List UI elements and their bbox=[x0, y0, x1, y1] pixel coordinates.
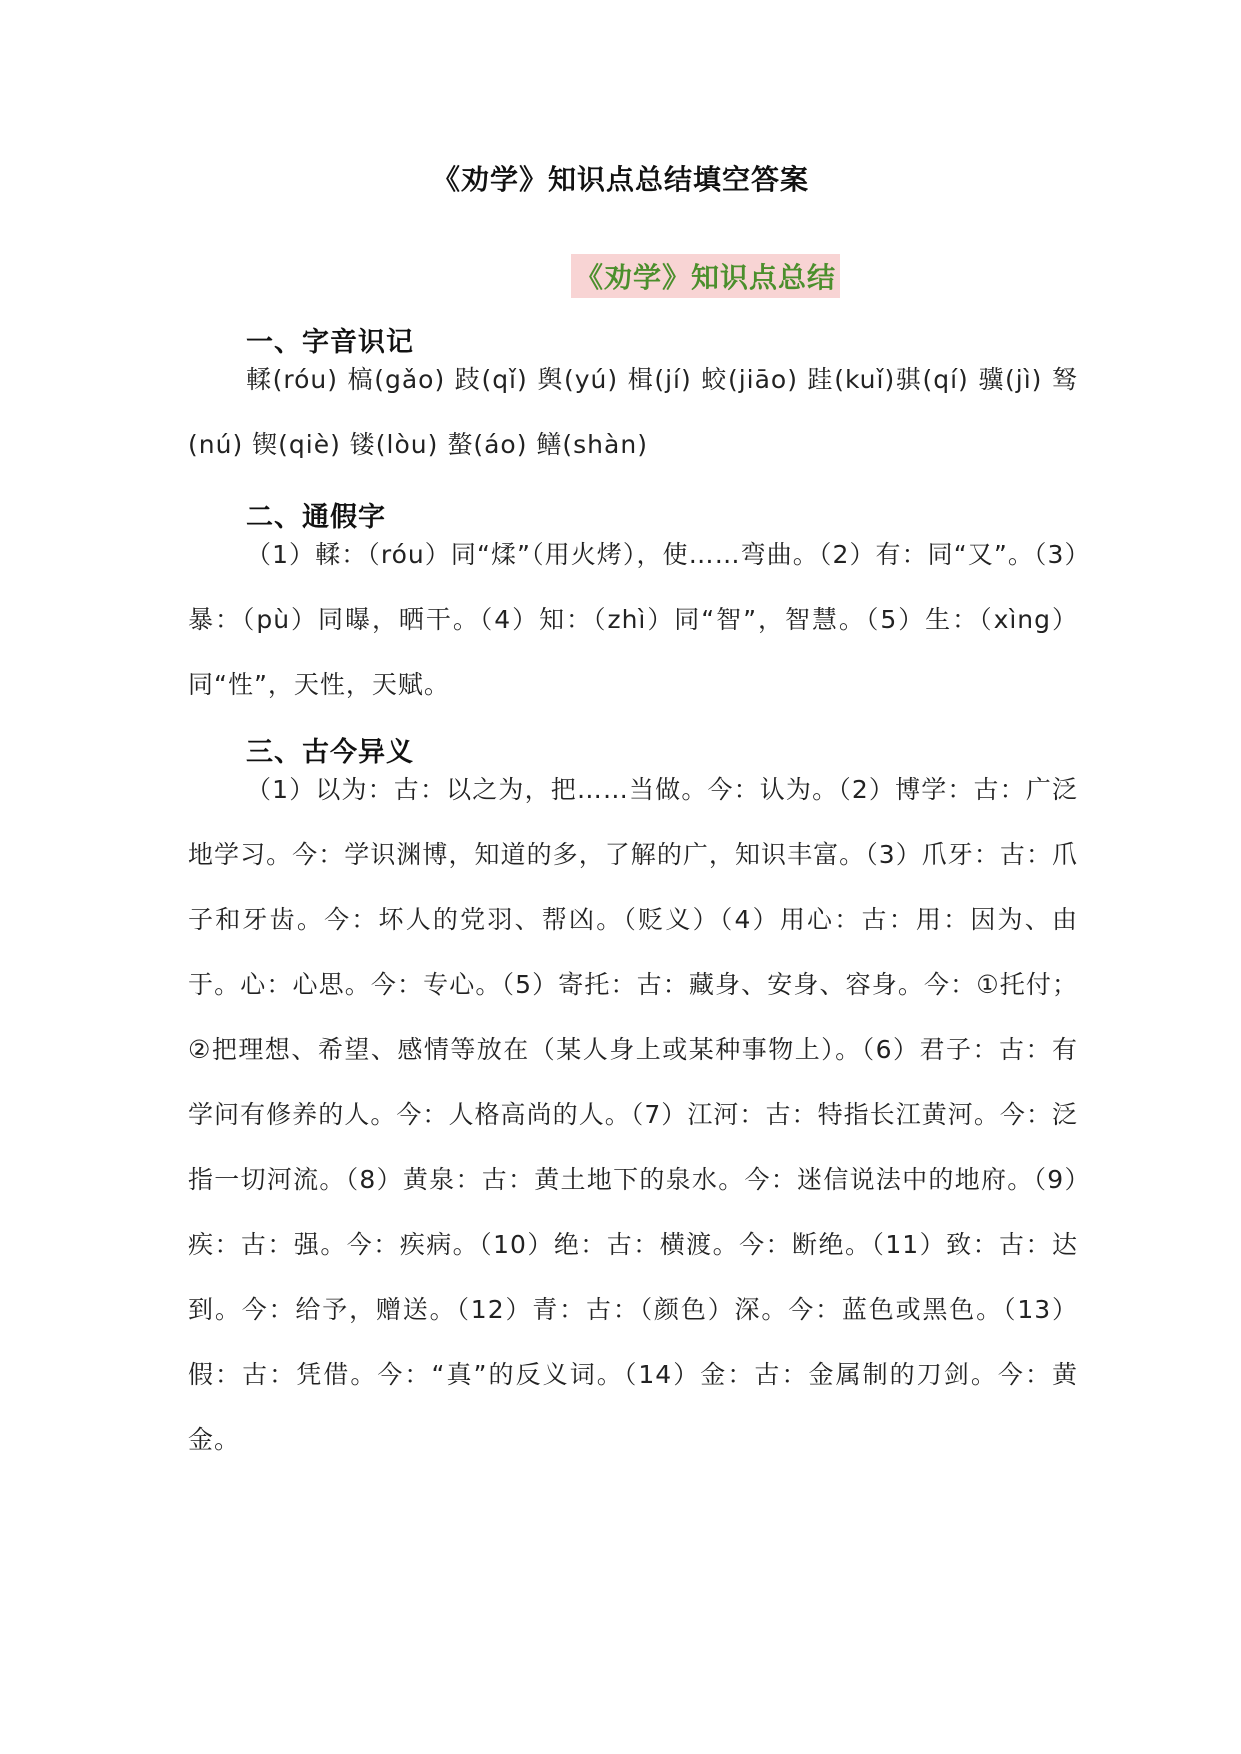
section-text-pronunciation: 輮(róu) 槁(gǎo) 跂(qǐ) 舆(yú) 楫(jí) 蛟(jiāo) 跬(kuǐ)骐(qí) 骥(jì) 驽(nú) 锲(qiè) 镂(lòu) 螯(áo) 鳝(shàn) bbox=[188, 365, 1078, 459]
section-text-interchangeable-characters: （1）輮：（róu）同“煣”（用火烤），使……弯曲。（2）有：同“又”。（3）暴：（pù）同曝，晒干。（4）知：（zhì）同“智”，智慧。（5）生：（xìng）同“性”，天性，天赋。 bbox=[188, 540, 1078, 699]
document-subtitle: 《劝学》知识点总结 bbox=[571, 254, 840, 298]
section-text-ancient-modern-meanings: （1）以为：古：以之为，把……当做。今：认为。（2）博学：古：广泛地学习。今：学识渊博，知道的多，了解的广，知识丰富。（3）爪牙：古：爪子和牙齿。今：坏人的党羽、帮凶。（贬义）（4）用心：古：用：因为、由于。心：心思。今：专心。（5）寄托：古：藏身、安身、容身。今：①托付；②把理想、希望、感情等放在（某人身上或某种事物上）。（6）君子：古：有学问有修养的人。今：人格高尚的人。（7）江河：古：特指长江黄河。今：泛指一切河流。（8）黄泉：古：黄土地下的泉水。今：迷信说法中的地府。（9）疾：古：强。今：疾病。（10）绝：古：横渡。今：断绝。（11）致：古：达到。今：给予，赠送。（12）青：古：（颜色）深。今：蓝色或黑色。（13）假：古：凭借。今：“真”的反义词。（14）金：古：金属制的刀剑。今：黄金。 bbox=[188, 775, 1078, 1454]
section-heading-ancient-modern-meanings: 三、古今异义 bbox=[246, 737, 414, 768]
document-title: 《劝学》知识点总结填空答案 bbox=[431, 163, 809, 196]
subtitle-container bbox=[0, 254, 1241, 298]
section-heading-interchangeable-characters: 二、通假字 bbox=[246, 502, 386, 533]
section-heading-pronunciation: 一、字音识记 bbox=[246, 327, 414, 358]
